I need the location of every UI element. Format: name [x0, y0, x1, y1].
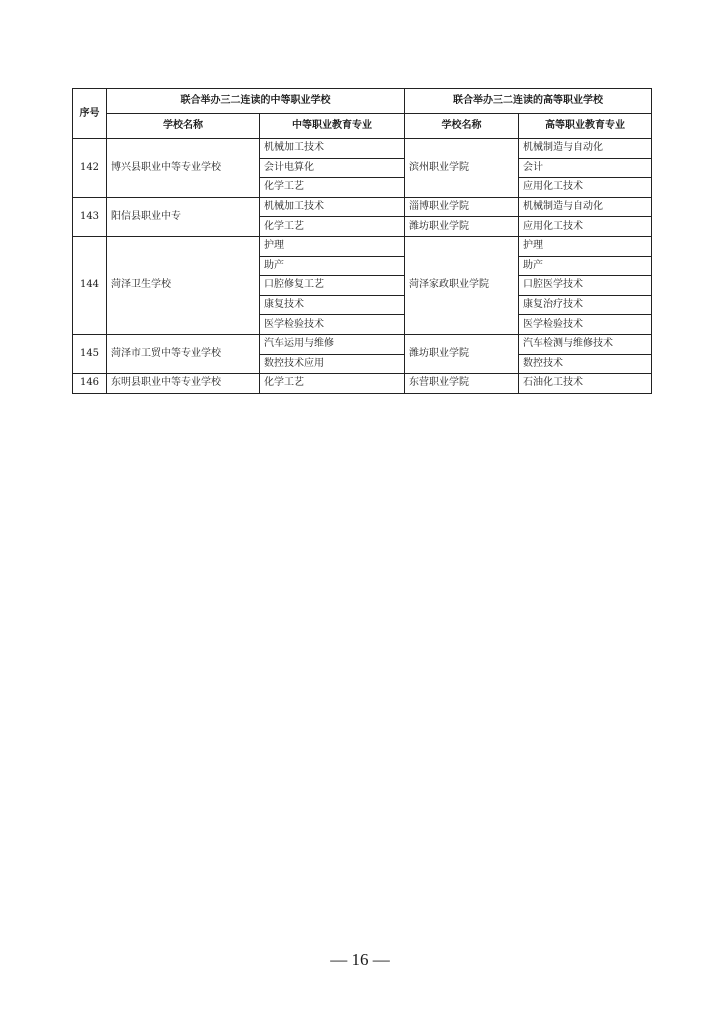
- secondary-major: 化学工艺: [260, 374, 405, 394]
- secondary-major: 化学工艺: [260, 178, 405, 198]
- secondary-major: 化学工艺: [260, 217, 405, 237]
- header-seq: 序号: [73, 89, 107, 139]
- higher-major: 汽车检测与维修技术: [519, 334, 652, 354]
- secondary-major: 护理: [260, 236, 405, 256]
- table-row: [73, 374, 652, 394]
- secondary-major: 助产: [260, 256, 405, 276]
- row-number: 144: [73, 236, 107, 334]
- higher-major: 医学检验技术: [519, 315, 652, 335]
- row-number: 145: [73, 334, 107, 373]
- secondary-major: 机械加工技术: [260, 197, 405, 217]
- header-school-name: 学校名称: [107, 114, 260, 139]
- higher-school-name: 潍坊职业学院: [405, 217, 519, 237]
- header-higher-major: 高等职业教育专业: [519, 114, 652, 139]
- header-secondary-group: 联合举办三二连读的中等职业学校: [107, 89, 405, 114]
- higher-school-name: 滨州职业学院: [405, 139, 519, 198]
- higher-major: 机械制造与自动化: [519, 139, 652, 159]
- secondary-major: 康复技术: [260, 295, 405, 315]
- row-number: 146: [73, 374, 107, 394]
- higher-major: 会计: [519, 158, 652, 178]
- row-number: 143: [73, 197, 107, 236]
- header-secondary-major: 中等职业教育专业: [260, 114, 405, 139]
- higher-major: 石油化工技术: [519, 374, 652, 394]
- higher-major: 康复治疗技术: [519, 295, 652, 315]
- secondary-major: 数控技术应用: [260, 354, 405, 374]
- header-higher-school-name: 学校名称: [405, 114, 519, 139]
- higher-major: 应用化工技术: [519, 217, 652, 237]
- table-row: [73, 334, 652, 354]
- higher-major: 机械制造与自动化: [519, 197, 652, 217]
- higher-school-name: 潍坊职业学院: [405, 334, 519, 373]
- school-program-table: [72, 88, 652, 394]
- higher-school-name: 东营职业学院: [405, 374, 519, 394]
- table-row: [73, 236, 652, 256]
- secondary-school-name: 东明县职业中等专业学校: [107, 374, 260, 394]
- row-number: 142: [73, 139, 107, 198]
- higher-major: 数控技术: [519, 354, 652, 374]
- higher-school-name: 淄博职业学院: [405, 197, 519, 217]
- secondary-school-name: 博兴县职业中等专业学校: [107, 139, 260, 198]
- higher-major: 口腔医学技术: [519, 276, 652, 296]
- secondary-major: 医学检验技术: [260, 315, 405, 335]
- higher-major: 护理: [519, 236, 652, 256]
- higher-school-name: 菏泽家政职业学院: [405, 236, 519, 334]
- page-number: — 16 —: [330, 950, 390, 969]
- table-row: [73, 139, 652, 159]
- secondary-school-name: 菏泽市工贸中等专业学校: [107, 334, 260, 373]
- table-row: [73, 197, 652, 217]
- header-higher-group: 联合举办三二连读的高等职业学校: [405, 89, 652, 114]
- secondary-major: 机械加工技术: [260, 139, 405, 159]
- secondary-major: 会计电算化: [260, 158, 405, 178]
- higher-major: 应用化工技术: [519, 178, 652, 198]
- secondary-school-name: 菏泽卫生学校: [107, 236, 260, 334]
- secondary-major: 汽车运用与维修: [260, 334, 405, 354]
- higher-major: 助产: [519, 256, 652, 276]
- secondary-major: 口腔修复工艺: [260, 276, 405, 296]
- secondary-school-name: 阳信县职业中专: [107, 197, 260, 236]
